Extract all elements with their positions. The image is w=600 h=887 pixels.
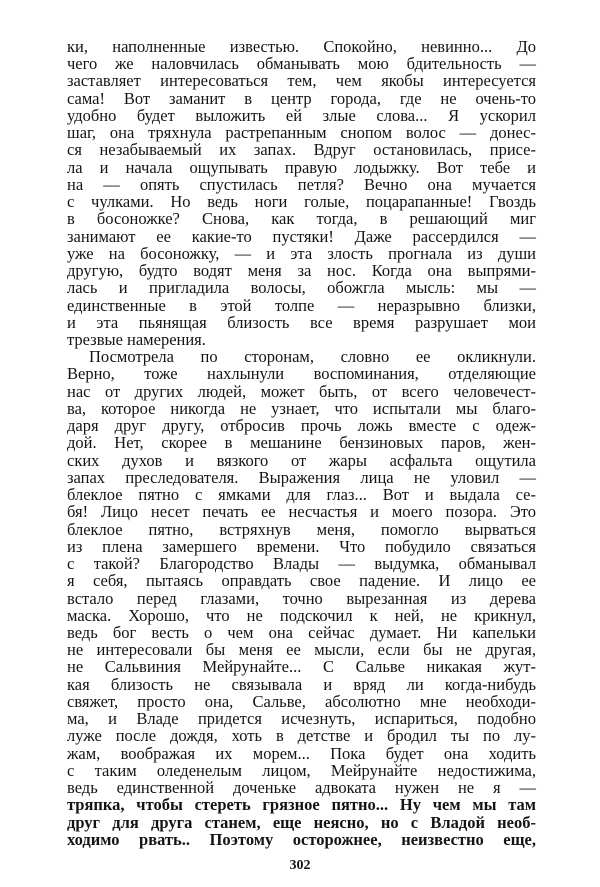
text-line: уже на босоножку, — и эта злость прогнала из души — [67, 243, 536, 263]
text-line: ва, которое никогда не узнает, что испытали мы благо- — [67, 398, 536, 418]
text-line: ла и начала ощупывать правую лодыжку. Вот тебе и — [67, 157, 536, 177]
text-line: ся незабываемый их запах. Вдруг остановилась, присе- — [67, 140, 536, 160]
text-line: лась и пригладила волосы, обожгла мысль: мы — — [67, 278, 536, 298]
text-line: Посмотрела по сторонам, словно ее окликнули. — [89, 347, 536, 367]
text-line: с такой? Благородство Влады — выдумка, обманывал — [67, 554, 536, 574]
text-line: бя! Лицо несет печать ее несчастья и моего позора. Это — [67, 502, 536, 522]
text-line: с чулками. Но ведь ноги голые, поцарапанные! Гвоздь — [67, 192, 536, 212]
text-line: свяжет, просто она, Сальве, абсолютно мне необходи- — [67, 691, 536, 711]
text-line: тряпка, чтобы стереть грязное пятно... Ну чем мы там — [67, 795, 536, 815]
text-line: удобно будет выложить ей злые слова... Я ускорил — [67, 105, 536, 125]
text-line: блеклое пятно, встряхнув меня, помогло вырваться — [67, 519, 536, 539]
page-number: 302 — [289, 858, 311, 873]
text-line: ма, и Владе придется исчезнуть, испариться, подобно — [67, 709, 536, 729]
text-line: я себя, пытаясь оправдать свое падение. И лицо ее — [67, 571, 536, 591]
text-line: встало перед глазами, точно вырезанная из дерева — [67, 588, 536, 608]
text-line: ки, наполненные известью. Спокойно, невинно... До — [67, 37, 536, 56]
text-line: Верно, тоже нахлынули воспоминания, отделяющие — [67, 364, 536, 384]
text-line: шаг, она тряхнула растрепанным снопом волос — донес- — [67, 123, 536, 143]
text-line: из плена замершего времени. Что побудило связаться — [67, 536, 536, 556]
text-line: кая близость не связывала и вряд ли когда-нибудь — [67, 674, 536, 694]
text-line: ведь бог весть о чем она сейчас думает. Ни капельки — [67, 622, 536, 642]
text-line: занимают ее какие-то пустяки! Даже рассердился — — [67, 226, 536, 246]
text-line: маска. Хорошо, что не подскочил к ней, не крикнул, — [67, 605, 536, 625]
text-line: ходимо рвать.. Поэтому осторожнее, неизвестно еще, — [67, 829, 536, 849]
text-line: нас от других людей, может быть, от всего человечест- — [67, 381, 536, 401]
text-line: с таким оледенелым лицом, Мейрунайте недостижима, — [67, 760, 536, 780]
text-line: ведь единственной доченьке адвоката нужен не я — — [67, 778, 536, 798]
text-line: трезвые намерения. — [67, 329, 206, 349]
text-line: заставляет интересоваться тем, чем якобы интересуется — [67, 71, 536, 91]
text-line: чего же наловчилась обманывать мою бдительность — — [67, 54, 536, 74]
text-line: в босоножке? Снова, как тогда, в решающий миг — [67, 209, 536, 229]
text-line: запах преследователя. Выражения лица не уловил — — [67, 467, 536, 487]
text-line: единственные в этой толпе — неразрывно близки, — [67, 295, 536, 315]
text-line: дой. Нет, скорее в мешанине бензиновых паров, жен- — [67, 433, 536, 453]
text-line: на — опять спустилась петля? Вечно она мучается — [67, 174, 536, 194]
text-line: блеклое пятно с ямками для глаз... Вот и выдала се- — [67, 485, 536, 505]
text-line: даря друг другу, отбросив прочь ложь вместе с одеж- — [67, 416, 536, 436]
text-line: не интересовали бы меня ее мысли, если бы не другая, — [67, 640, 536, 660]
text-line: и эта пьянящая близость все время разрушает мои — [67, 312, 536, 332]
body-text — [67, 38, 536, 848]
text-line: сама! Вот заманит в центр города, где не очень-то — [67, 88, 536, 108]
text-line: другую, будто водят меня за нос. Когда она выпрями- — [67, 261, 536, 281]
text-line: друг для друга станем, еще неясно, но с Владой необ- — [67, 812, 536, 832]
text-line: жам, воображая их морем... Пока будет она ходить — [67, 743, 536, 763]
text-line: луже после дождя, хоть в детстве и бродил ты по лу- — [67, 726, 536, 746]
text-line: не Сальвиния Мейрунайте... С Сальве никакая жут- — [67, 657, 536, 677]
text-line: ских духов и вязкого от жары асфальта ощутила — [67, 450, 536, 470]
